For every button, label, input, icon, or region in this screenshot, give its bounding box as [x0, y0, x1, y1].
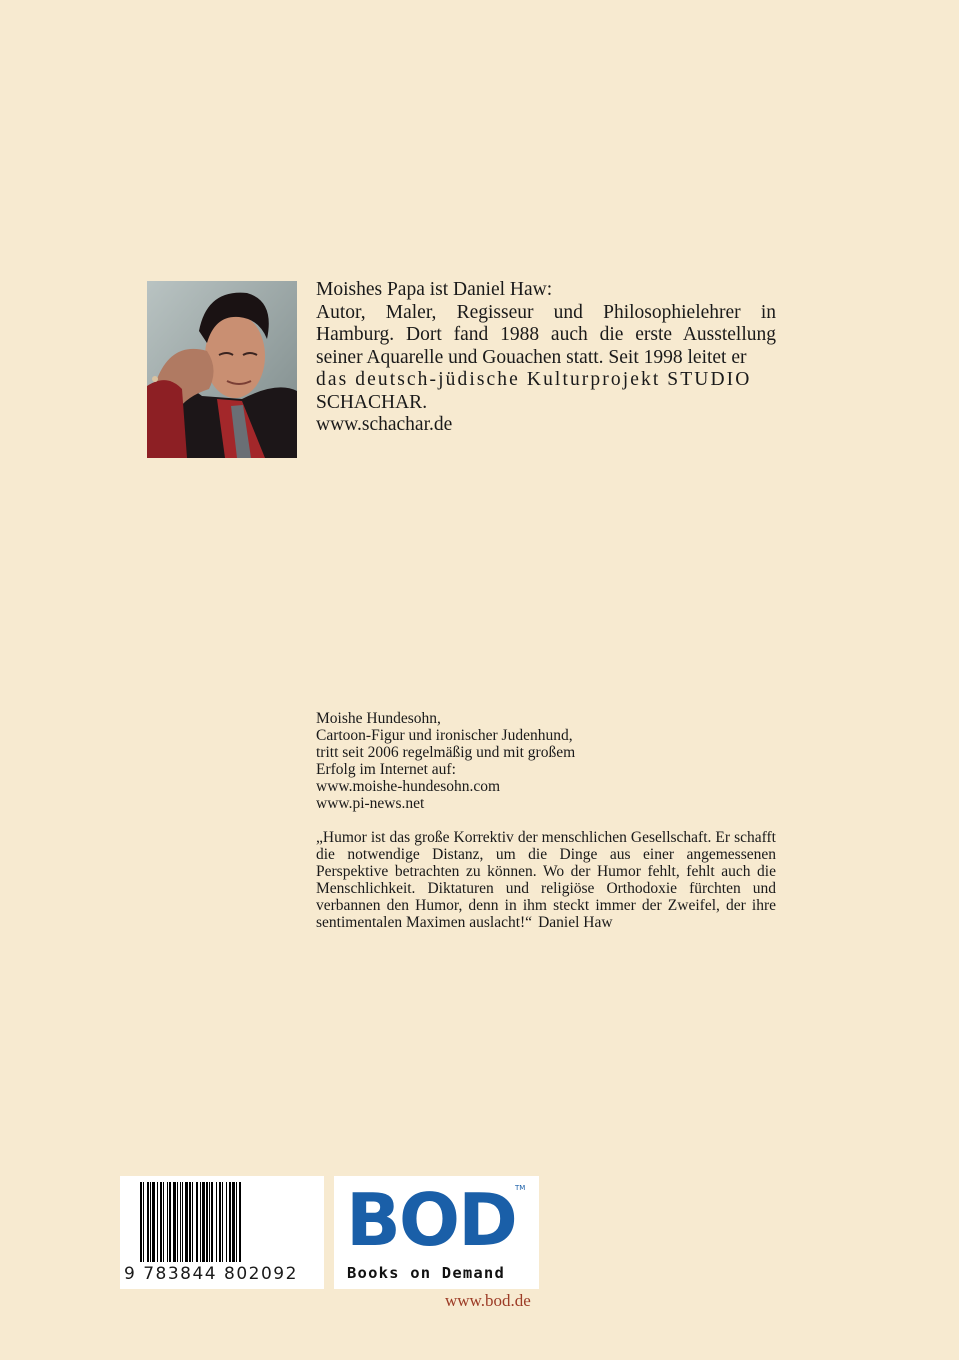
barcode-bar [152, 1182, 155, 1262]
barcode-bar [163, 1182, 164, 1262]
author-bio-end: SCHACHAR. [316, 391, 428, 413]
barcode-bar [202, 1182, 205, 1262]
barcode-bar [185, 1182, 188, 1262]
barcode-bar [229, 1182, 231, 1262]
barcode-bar [216, 1182, 217, 1262]
isbn-barcode [120, 1176, 324, 1289]
barcode-bar [177, 1182, 178, 1262]
barcode-bar [143, 1182, 144, 1262]
barcode-bar [196, 1182, 198, 1262]
quote-author: Daniel Haw [538, 914, 613, 931]
quote-text: „Humor ist das große Korrektiv der menschlichen Gesellschaft. Er schafft die notwendige Distanz, um die Dinge aus einer angemessenen Perspektive betrachten zu können. Wo der Humor fehlt, fehlt auch die Menschlichkeit. Diktaturen und religiöse Orthodoxie fürchten und verbannen den Humor, denn in ihm steckt immer der Zweifel, der ihre sentimentalen Maximen auslacht!“ [316, 829, 776, 931]
barcode-bar [167, 1182, 168, 1262]
barcode-bar [232, 1182, 235, 1262]
barcode-bar [180, 1182, 181, 1262]
pi-news-link[interactable]: www.pi-news.net [316, 795, 425, 812]
barcode-bar [219, 1182, 221, 1262]
barcode-bar [140, 1182, 142, 1262]
publisher-website-link[interactable]: www.bod.de [445, 1291, 531, 1310]
quote-block [316, 829, 776, 931]
barcode-bar [236, 1182, 237, 1262]
author-bio [316, 279, 776, 437]
author-intro: Moishes Papa ist Daniel Haw: [316, 279, 553, 300]
barcode-bar [209, 1182, 210, 1262]
author-website-link[interactable]: www.schachar.de [316, 414, 453, 435]
character-line: Erfolg im Internet auf: [316, 761, 456, 778]
character-line: Moishe Hundesohn, [316, 710, 441, 727]
author-bio-spaced-line: das deutsch-jüdische Kulturprojekt STUDIO [316, 369, 752, 390]
barcode-bar [160, 1182, 162, 1262]
barcode-bar [222, 1182, 223, 1262]
barcode-bar [182, 1182, 183, 1262]
barcode-bar [147, 1182, 149, 1262]
author-portrait-icon [147, 281, 297, 458]
barcode-bar [211, 1182, 213, 1262]
bod-tagline: Books on Demand [347, 1264, 505, 1282]
barcode-bar [169, 1182, 171, 1262]
barcode-bar [189, 1182, 191, 1262]
barcode-bar [239, 1182, 241, 1262]
barcode-bar [157, 1182, 158, 1262]
bod-logo-text: BOD [346, 1178, 516, 1262]
barcode-bar [150, 1182, 151, 1262]
author-bio-text: Autor, Maler, Regisseur und Philosophielehrer in Hamburg. Dort fand 1988 auch die erste Ausstellung seiner Aquarelle und Gouachen statt. Seit 1998 leitet er [316, 301, 776, 368]
author-photo [147, 281, 297, 458]
character-description [316, 710, 776, 812]
barcode-bar [226, 1182, 227, 1262]
publisher-logo [334, 1176, 539, 1289]
barcode-bar [206, 1182, 208, 1262]
barcode-bar [200, 1182, 201, 1262]
character-website-link[interactable]: www.moishe-hundesohn.com [316, 778, 501, 795]
character-line: Cartoon-Figur und ironischer Judenhund, [316, 727, 573, 744]
trademark-mark: TM [515, 1184, 526, 1192]
barcode-digits: 9 783844 802092 [124, 1264, 298, 1284]
barcode-bar [192, 1182, 193, 1262]
character-line: tritt seit 2006 regelmäßig und mit großem [316, 744, 576, 761]
barcode-bar [173, 1182, 176, 1262]
